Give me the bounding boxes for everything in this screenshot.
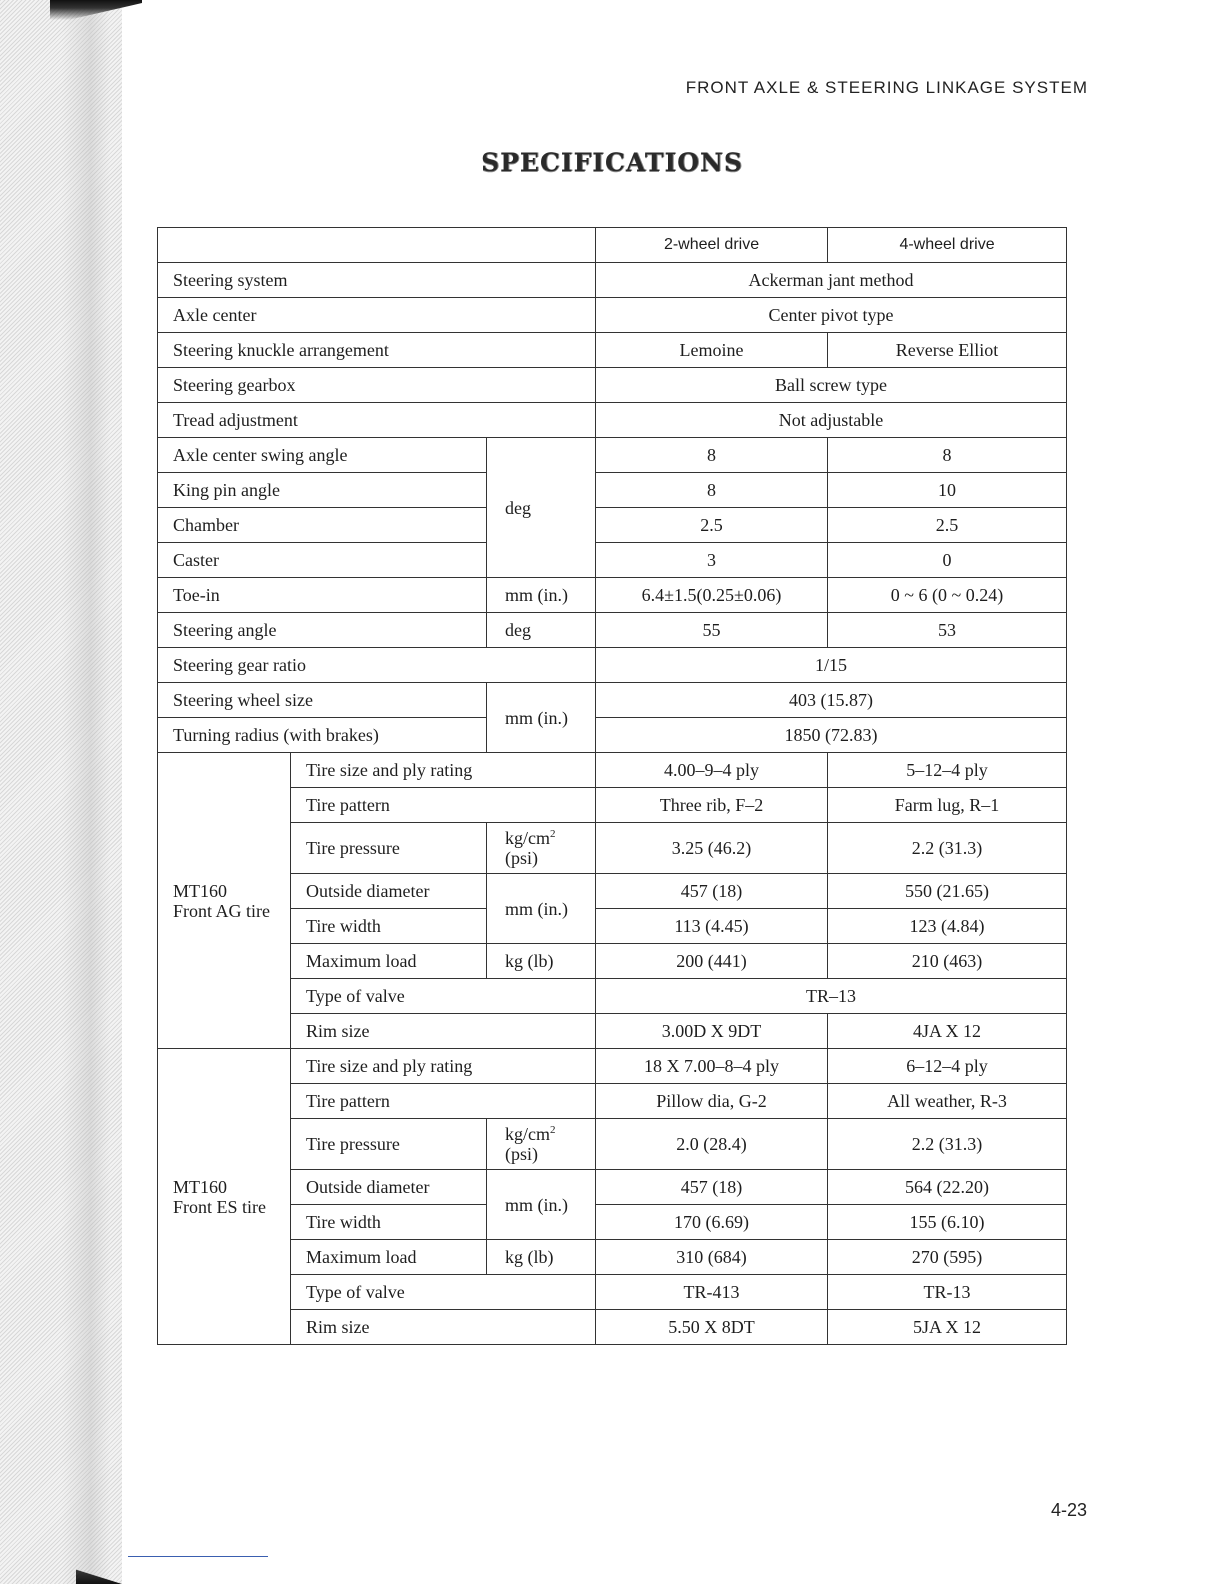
table-row <box>158 333 1067 368</box>
value-2wd: 2.5 <box>596 508 828 543</box>
header-blank-cell <box>158 228 596 263</box>
value-4wd: 0 <box>828 543 1067 578</box>
row-label: Tire pattern <box>291 1084 596 1119</box>
page-title: SPECIFICATIONS <box>481 148 743 177</box>
value-4wd: All weather, R-3 <box>828 1084 1067 1119</box>
value-2wd: 457 (18) <box>596 1170 828 1205</box>
row-label: Chamber <box>158 508 487 543</box>
unit-cell-mm: mm (in.) <box>487 683 596 753</box>
unit-exponent: 2 <box>550 1124 556 1136</box>
unit-cell: kg (lb) <box>487 944 596 979</box>
unit-cell-mm: mm (in.) <box>487 1170 596 1240</box>
value-4wd: 4JA X 12 <box>828 1014 1067 1049</box>
value-2wd: Three rib, F–2 <box>596 788 828 823</box>
column-header-4wd: 4-wheel drive <box>828 228 1067 263</box>
row-label: Tire width <box>291 909 487 944</box>
value-4wd: 2.2 (31.3) <box>828 1119 1067 1170</box>
value-2wd: 3 <box>596 543 828 578</box>
row-label: Axle center swing angle <box>158 438 487 473</box>
value-2wd: TR-413 <box>596 1275 828 1310</box>
unit-cell: deg <box>487 613 596 648</box>
row-value: Ball screw type <box>596 368 1067 403</box>
value-2wd: 113 (4.45) <box>596 909 828 944</box>
row-label: Tire pattern <box>291 788 596 823</box>
table-row <box>158 543 1067 578</box>
group-label-ag-tire <box>158 753 291 1049</box>
table-row <box>158 508 1067 543</box>
row-value: 403 (15.87) <box>596 683 1067 718</box>
value-2wd: 18 X 7.00–8–4 ply <box>596 1049 828 1084</box>
page-number: 4-23 <box>1050 1500 1087 1520</box>
table-row <box>158 909 1067 944</box>
unit-base: kg/cm <box>505 1124 550 1144</box>
row-label: Turning radius (with brakes) <box>158 718 487 753</box>
row-value: 1/15 <box>596 648 1067 683</box>
row-value: TR–13 <box>596 979 1067 1014</box>
value-2wd: 8 <box>596 473 828 508</box>
row-label: Steering wheel size <box>158 683 487 718</box>
value-2wd: 457 (18) <box>596 874 828 909</box>
table-row <box>158 298 1067 333</box>
group-model: MT160 <box>173 1176 227 1197</box>
value-2wd: 3.00D X 9DT <box>596 1014 828 1049</box>
value-2wd: 4.00–9–4 ply <box>596 753 828 788</box>
row-value: Not adjustable <box>596 403 1067 438</box>
unit-cell: kg (lb) <box>487 1240 596 1275</box>
value-2wd: 170 (6.69) <box>596 1205 828 1240</box>
row-label: Maximum load <box>291 944 487 979</box>
value-2wd: 3.25 (46.2) <box>596 823 828 874</box>
value-4wd: 123 (4.84) <box>828 909 1067 944</box>
row-label: Tire width <box>291 1205 487 1240</box>
table-row <box>158 718 1067 753</box>
table-row <box>158 944 1067 979</box>
table-row <box>158 1049 1067 1084</box>
row-label: Tire pressure <box>291 823 487 874</box>
value-4wd: 10 <box>828 473 1067 508</box>
unit-cell: mm (in.) <box>487 578 596 613</box>
value-4wd: 8 <box>828 438 1067 473</box>
group-model: MT160 <box>173 880 227 901</box>
table-row <box>158 613 1067 648</box>
value-4wd: TR-13 <box>828 1275 1067 1310</box>
table-row <box>158 1170 1067 1205</box>
row-label: Rim size <box>291 1310 596 1345</box>
unit-psi: (psi) <box>505 848 538 868</box>
row-label: Tire size and ply rating <box>291 753 596 788</box>
table-row <box>158 753 1067 788</box>
value-4wd: 5–12–4 ply <box>828 753 1067 788</box>
table-row <box>158 1014 1067 1049</box>
value-2wd: 55 <box>596 613 828 648</box>
table-row <box>158 263 1067 298</box>
table-row <box>158 368 1067 403</box>
table-row <box>158 403 1067 438</box>
group-name: Front AG tire <box>173 900 270 921</box>
row-value: 1850 (72.83) <box>596 718 1067 753</box>
value-2wd: 5.50 X 8DT <box>596 1310 828 1345</box>
group-name: Front ES tire <box>173 1196 266 1217</box>
unit-exponent: 2 <box>550 828 556 840</box>
unit-psi: (psi) <box>505 1144 538 1164</box>
table-header-row <box>158 228 1067 263</box>
row-label: Type of valve <box>291 1275 596 1310</box>
row-label: Toe-in <box>158 578 487 613</box>
row-label: Axle center <box>158 298 596 333</box>
value-2wd: Pillow dia, G-2 <box>596 1084 828 1119</box>
table-row <box>158 1119 1067 1170</box>
table-row <box>158 1275 1067 1310</box>
unit-base: kg/cm <box>505 828 550 848</box>
row-label: King pin angle <box>158 473 487 508</box>
row-label: Steering knuckle arrangement <box>158 333 596 368</box>
table-row <box>158 1310 1067 1345</box>
binding-edge-shade <box>62 0 110 1584</box>
table-row <box>158 473 1067 508</box>
table-row <box>158 979 1067 1014</box>
column-header-2wd: 2-wheel drive <box>596 228 828 263</box>
row-label: Tread adjustment <box>158 403 596 438</box>
value-4wd: 270 (595) <box>828 1240 1067 1275</box>
table-row <box>158 648 1067 683</box>
row-label: Type of valve <box>291 979 596 1014</box>
value-4wd: 6–12–4 ply <box>828 1049 1067 1084</box>
table-row <box>158 683 1067 718</box>
table-row <box>158 788 1067 823</box>
value-2wd: 200 (441) <box>596 944 828 979</box>
value-4wd: 0 ~ 6 (0 ~ 0.24) <box>828 578 1067 613</box>
value-2wd: 6.4±1.5(0.25±0.06) <box>596 578 828 613</box>
unit-cell-pressure <box>487 1119 596 1170</box>
value-4wd: 53 <box>828 613 1067 648</box>
row-value: Ackerman jant method <box>596 263 1067 298</box>
table-row <box>158 823 1067 874</box>
group-label-es-tire <box>158 1049 291 1345</box>
row-label: Steering gear ratio <box>158 648 596 683</box>
row-label: Steering gearbox <box>158 368 596 403</box>
table-row <box>158 1240 1067 1275</box>
row-label: Caster <box>158 543 487 578</box>
value-4wd: 2.5 <box>828 508 1067 543</box>
row-label: Steering system <box>158 263 596 298</box>
unit-cell-mm: mm (in.) <box>487 874 596 944</box>
row-label: Tire pressure <box>291 1119 487 1170</box>
row-value: Center pivot type <box>596 298 1067 333</box>
value-4wd: Farm lug, R–1 <box>828 788 1067 823</box>
row-label: Outside diameter <box>291 1170 487 1205</box>
value-4wd: 155 (6.10) <box>828 1205 1067 1240</box>
table-row <box>158 1205 1067 1240</box>
value-4wd: 5JA X 12 <box>828 1310 1067 1345</box>
value-4wd: 2.2 (31.3) <box>828 823 1067 874</box>
value-4wd: 210 (463) <box>828 944 1067 979</box>
footer-rule <box>128 1556 268 1557</box>
row-label: Outside diameter <box>291 874 487 909</box>
value-2wd: Lemoine <box>596 333 828 368</box>
unit-cell-deg: deg <box>487 438 596 578</box>
value-2wd: 2.0 (28.4) <box>596 1119 828 1170</box>
value-2wd: 310 (684) <box>596 1240 828 1275</box>
value-2wd: 8 <box>596 438 828 473</box>
row-label: Tire size and ply rating <box>291 1049 596 1084</box>
table-row <box>158 874 1067 909</box>
value-4wd: 564 (22.20) <box>828 1170 1067 1205</box>
running-head: FRONT AXLE & STEERING LINKAGE SYSTEM <box>685 78 1088 97</box>
row-label: Maximum load <box>291 1240 487 1275</box>
unit-cell-pressure <box>487 823 596 874</box>
row-label: Rim size <box>291 1014 596 1049</box>
specifications-table <box>157 227 1067 1345</box>
value-4wd: Reverse Elliot <box>828 333 1067 368</box>
table-row <box>158 438 1067 473</box>
table-row <box>158 578 1067 613</box>
value-4wd: 550 (21.65) <box>828 874 1067 909</box>
row-label: Steering angle <box>158 613 487 648</box>
table-row <box>158 1084 1067 1119</box>
